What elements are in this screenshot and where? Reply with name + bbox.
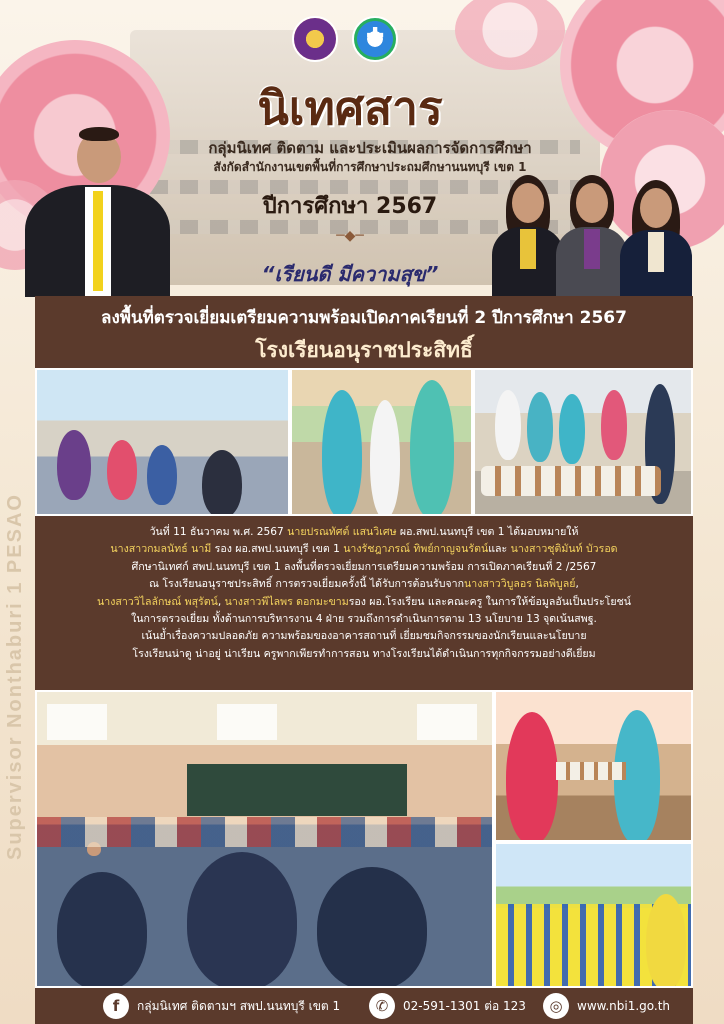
phone-number: 02-591-1301 ต่อ 123 (403, 998, 526, 1013)
photo-meeting-room (35, 368, 290, 516)
globe-icon: ◎ (543, 993, 569, 1019)
headline-text: ลงพื้นที่ตรวจเยี่ยมเตรียมความพร้อมเปิดภาคเรียนที่ 2 ปีการศึกษา 2567 (101, 308, 627, 328)
school-name: โรงเรียนอนุราชประสิทธิ์ (255, 338, 473, 362)
photo-teachers-canteen (494, 690, 693, 842)
footer-bar (35, 988, 693, 1024)
facebook-contact[interactable] (103, 988, 340, 1024)
phone-icon: ✆ (369, 993, 395, 1019)
obec-emblem-logo (292, 16, 338, 62)
supervisor-portrait-1 (492, 175, 564, 297)
phone-contact[interactable] (369, 988, 526, 1024)
website-contact[interactable] (543, 988, 670, 1024)
supervisor-portrait-2 (556, 175, 628, 297)
supervisor-portrait-3 (620, 180, 692, 297)
facebook-icon: f (103, 993, 129, 1019)
director-portrait (25, 125, 170, 297)
article-body: วันที่ 11 ธันวาคม พ.ศ. 2567 นายปรณทัศต์ แสนวิเศษ ผอ.สพป.นนทบุรี เขต 1 ได้มอบหมายให้ นางสาวกมลนัทธ์ นามี รอง ผอ.สพป.นนทบุรี เขต 1 นางรัชฎาภรณ์ ทิพย์กาญจนรัตน์และ นางสาวชุติมันท์ บัวรอด ศึกษานิเทศก์ สพป.นนทบุรี เขต 1 ลงพื้นที่ตรวจเยี่ยมการเตรียมความพร้อม การเปิดภาคเรียนที่ 2 /2567 ณ โรงเรียนอนุราชประสิทธิ์ การตรวจเยี่ยมครั้งนี้ ได้รับการต้อนรับจากนางสาววิบูลอร นิลพิบูลย์, นางสาววิไลลักษณ์ พสุรัตน์, นางสาวพีไลพร ดอกมะขามรอง ผอ.โรงเรียน และคณะครู ในการให้ข้อมูลอันเป็นประโยชน์ ในการตรวจเยี่ยม ทั้งด้านการบริหารงาน 4 ฝ่าย รวมถึงการดำเนินการตาม 13 นโยบาย 13 จุดเน้นสพฐ. เน้นย้ำเรื่องความปลอดภัย ความพร้อมของอาคารสถานที่ เยี่ยมชมกิจกรรมของนักเรียนและนโยบาย โรงเรียนน่าดู น่าอยู่ น่าเรียน ครูพากเพียรทำการสอน ทางโรงเรียนได้ดำเนินการทุกกิจกรรมอย่างดีเยี่ยม (35, 516, 693, 690)
photo-classroom-group (35, 690, 494, 988)
side-watermark-text: Supervisor Nonthaburi 1 PESAO (4, 493, 26, 860)
newsletter-title: นิเทศสาร (257, 81, 443, 135)
academic-year: ปีการศึกษา 2567 (262, 194, 438, 219)
photo-greeting-visit (290, 368, 473, 516)
office-name: สังกัดสำนักงานเขตพื้นที่การศึกษาประถมศึกษานนทบุรี เขต 1 (213, 160, 527, 174)
photo-student-assembly (494, 842, 693, 988)
slogan: “เรียนดี มีความสุข” (261, 262, 439, 286)
photo-lunch-inspection (473, 368, 693, 516)
unit-name: กลุ่มนิเทศ ติดตาม และประเมินผลการจัดการศึกษา (208, 139, 532, 157)
website-url: www.nbi1.go.th (577, 999, 671, 1013)
ornament-divider: ─◆─ (336, 228, 364, 244)
facebook-page-name: กลุ่มนิเทศ ติดตามฯ สพป.นนทบุรี เขต 1 (137, 998, 341, 1013)
pesao-logo (352, 16, 398, 62)
headline-banner (35, 296, 693, 368)
